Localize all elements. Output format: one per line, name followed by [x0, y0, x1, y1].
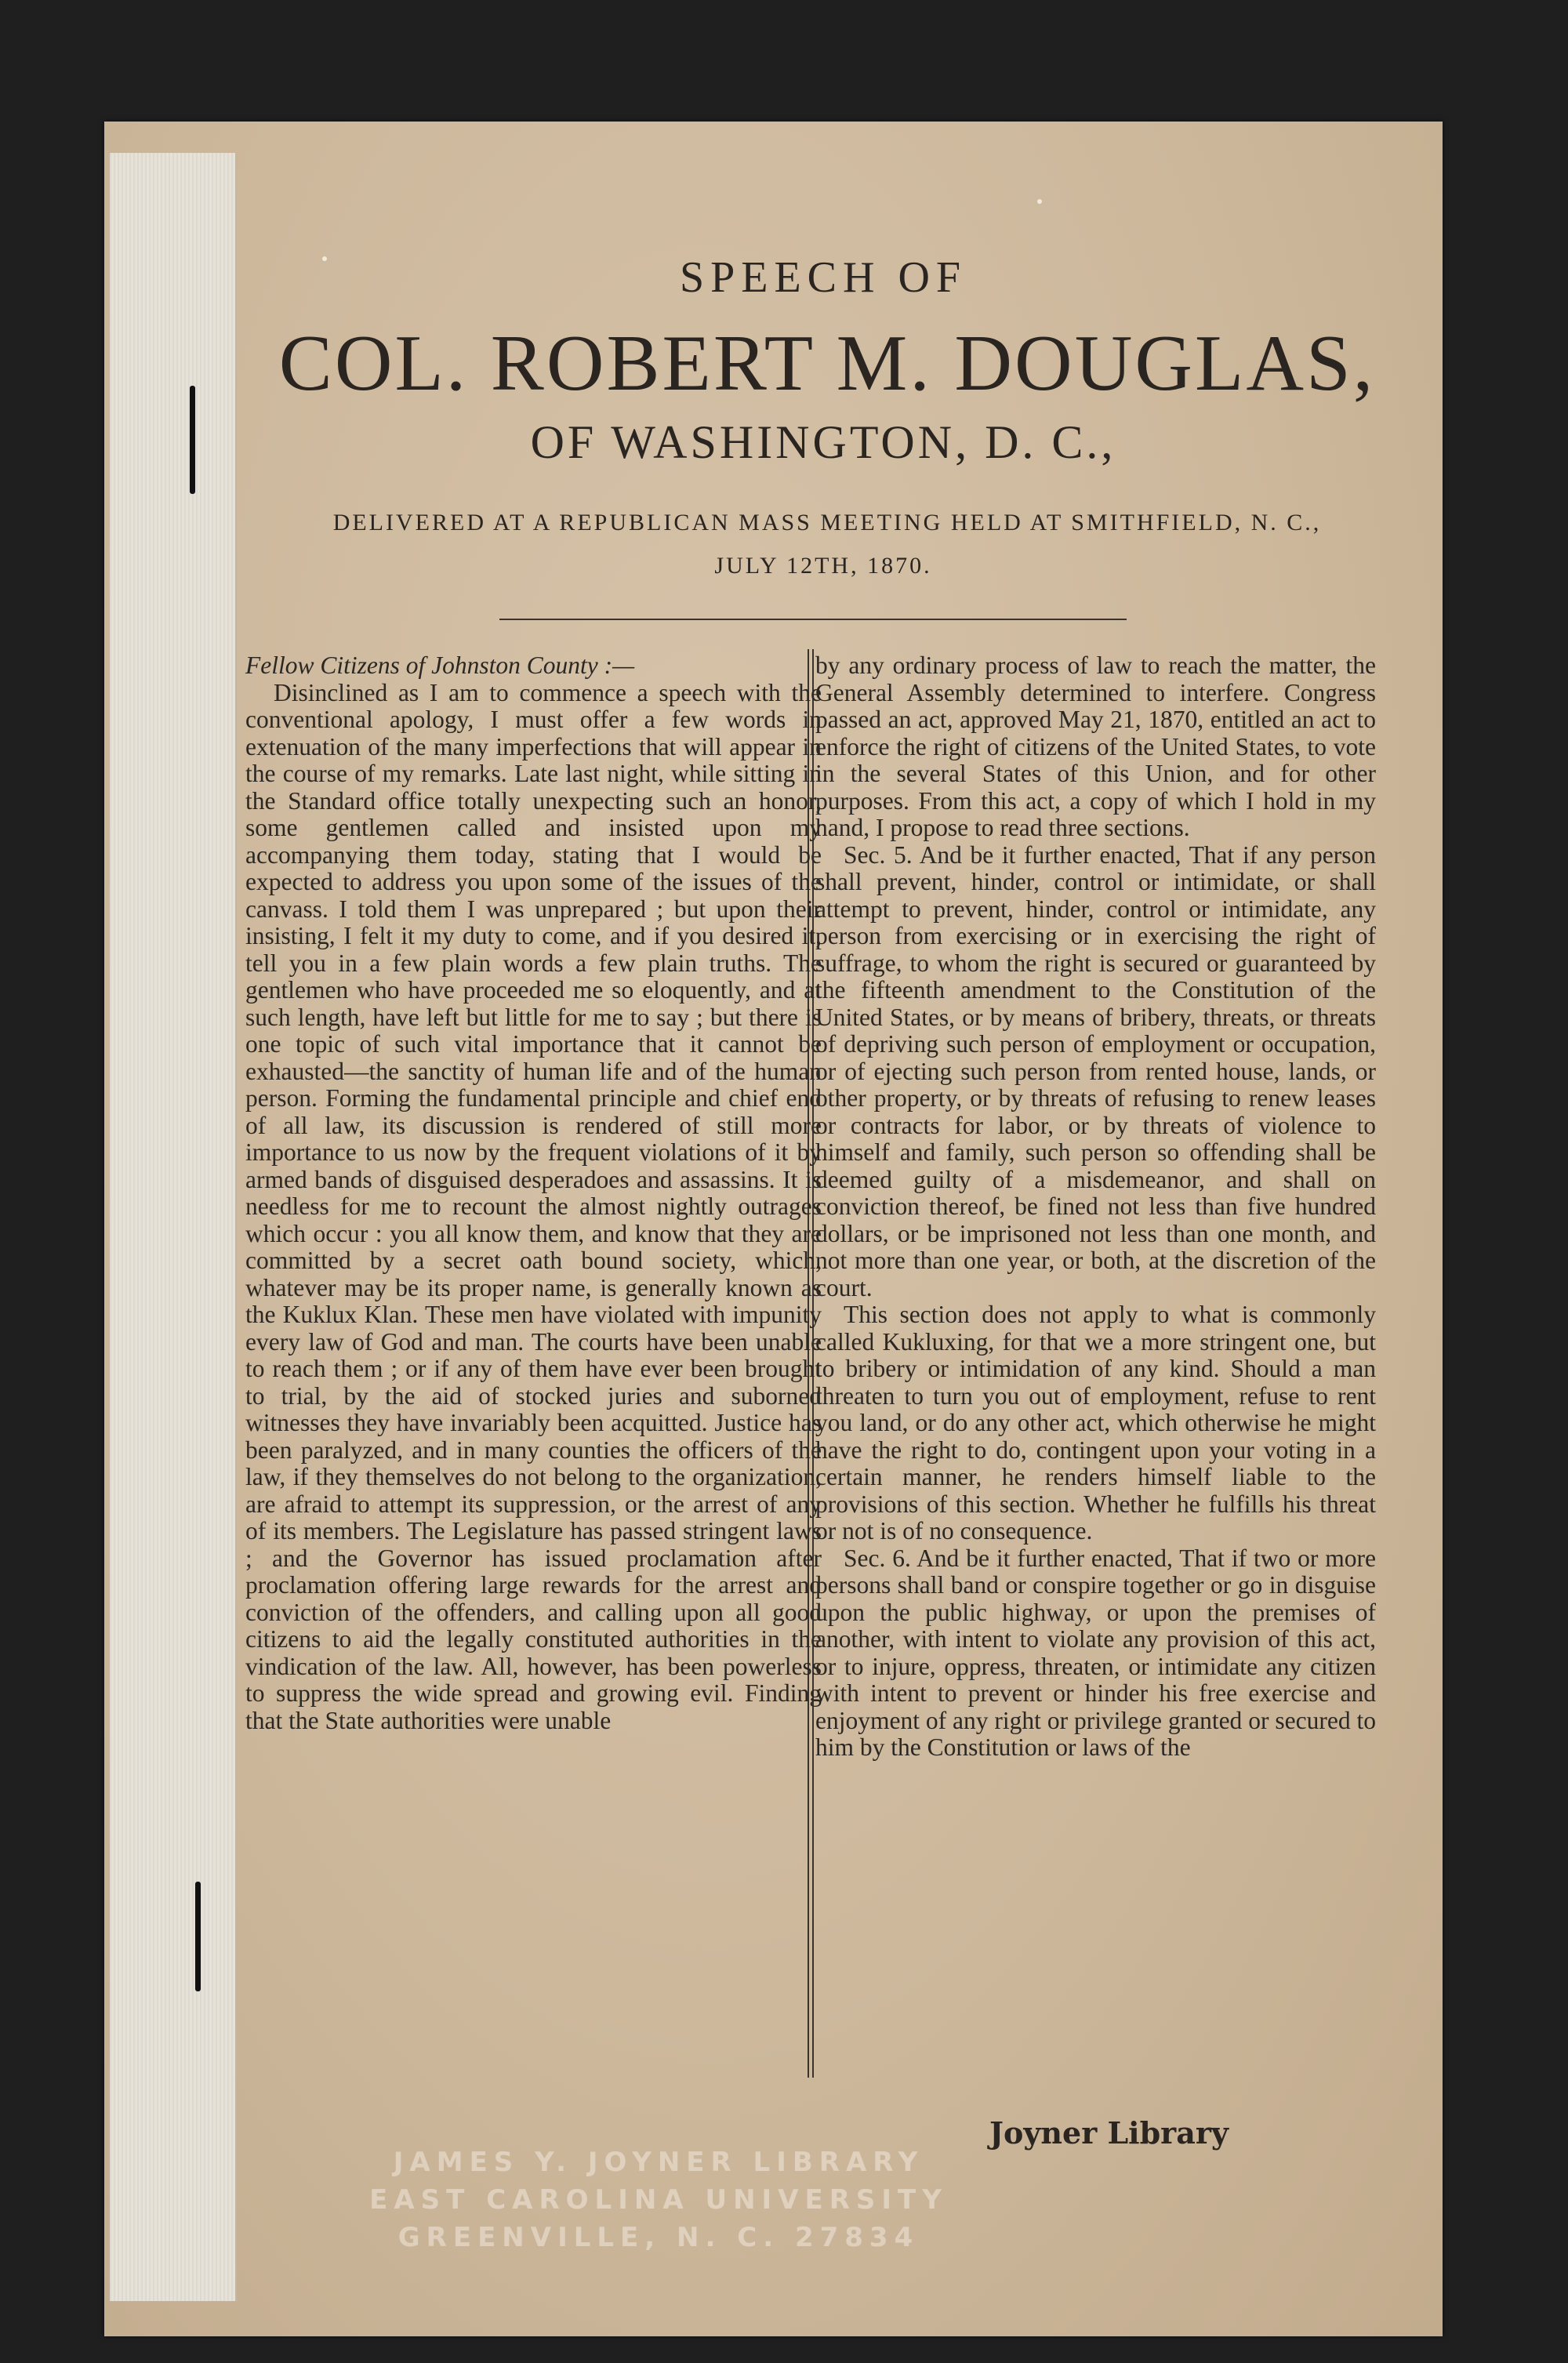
body-paragraph: Sec. 6. And be it further enacted, That if two or more persons shall band or conspire together or go in disguise upon the public highway, or upon the premises of another, with intent to violate any provision of this act, or to injure, oppress, threaten, or intimidate any citizen with intent to prevent or hinder his free exercise and enjoyment of any right or privilege granted or secured to him by the Constitution or laws of the [815, 1544, 1376, 1761]
title-divider [499, 619, 1127, 620]
body-paragraph: Sec. 5. And be it further enacted, That if any person shall prevent, hinder, control or intimidate, or shall attempt to prevent, hinder, control or intimidate, any person from exercising or in exercising the right of suffrage, to whom the right is secured or guaranteed by the fifteenth amendment to the Constitution of the United States, or by means of bribery, threats, or threats of depriving such person of employment or occupation, or of ejecting such person from rented house, lands, or other property, or by threats of refusing to renew leases or contracts for labor, or by threats of violence to himself and family, such person so offending shall be deemed guilty of a misdemeanor, and shall on conviction thereof, be fined not less than five hundred dollars, or be imprisoned not less than one month, and not more than one year, or both, at the discretion of the court. [815, 840, 1376, 1301]
binding-stitch-top [190, 386, 195, 494]
paper-speck [1037, 199, 1042, 204]
right-text-column [815, 652, 1376, 1762]
salutation: Fellow Citizens of Johnston County :— [245, 652, 635, 679]
title-speaker-name: COL. ROBERT M. DOUGLAS, [278, 319, 1376, 408]
binding-tape [110, 153, 237, 2301]
library-stamp-faint: GREENVILLE, N. C. 27834 [397, 2222, 920, 2253]
library-stamp-faint: EAST CAROLINA UNIVERSITY [369, 2184, 948, 2216]
subtitle-occasion: DELIVERED AT A REPUBLICAN MASS MEETING HELD AT SMITHFIELD, N. C., [332, 510, 1322, 535]
body-paragraph: by any ordinary process of law to reach the matter, the General Assembly determined to interfere. Congress passed an act, approved May 21, 1870, entitled an act to enforce the right of citizens of the United States, to vote in the several States of this Union, and for other purposes. From this act, a copy of which I hold in my hand, I propose to read three sections. [815, 652, 1376, 841]
binding-stitch-bottom [195, 1882, 201, 1991]
library-stamp: Joyner Library [989, 2115, 1229, 2151]
body-paragraph: Disinclined as I am to commence a speech with the conventional apology, I must offer a few words in extenuation of the many imperfections that will appear in the course of my remarks. Late last night, while sitting in the Standard office totally unexpecting such an honor, some gentlemen called and insisted upon my accompanying them today, stating that I would be expected to address you upon some of the issues of the canvass. I told them I was unprepared ; but upon their insisting, I felt it my duty to come, and if you desired it, tell you in a few plain words a few plain truths. The gentlemen who have proceeded me so eloquently, and at such length, have left but little for me to say ; but there is one topic of such vital importance that it cannot be exhausted—the sanctity of human life and of the human person. Forming the fundamental principle and chief end of all law, its discussion is rendered of still more importance to us now by the frequent violations of it by armed bands of disguised desperadoes and assassins. It is needless for me to recount the almost nightly outrages which occur : you all know them, and know that they are committed by a secret oath bound society, which, whatever may be its proper name, is generally known as the Kuklux Klan. These men have violated with impunity every law of God and man. The courts have been unable to reach them ; or if any of them have ever been brought to trial, by the aid of stocked juries and suborned witnesses they have invariably been acquitted. Justice has been paralyzed, and in many counties the officers of the law, if they themselves do not belong to the organization, are afraid to attempt its suppression, or the arrest of any of its members. The Legislature has passed stringent laws ; and the Governor has issued proclamation after proclamation offering large rewards for the arrest and conviction of the offenders, and calling upon all good citizens to aid the legally constituted authorities in the vindication of the law. All, however, has been powerless to suppress the wide spread and growing evil. Finding that the State authorities were unable [245, 678, 822, 1734]
left-text-column [245, 652, 822, 1734]
title-location: OF WASHINGTON, D. C., [530, 416, 1116, 468]
subtitle-date: JULY 12TH, 1870. [714, 553, 932, 579]
library-stamp-faint: JAMES Y. JOYNER LIBRARY [393, 2147, 924, 2178]
body-paragraph: This section does not apply to what is commonly called Kukluxing, for that we a more stringent one, but to bribery or intimidation of any kind. Should a man threaten to turn you out of employment, refuse to rent you land, or do any other act, which otherwise he might have the right to do, contingent upon your voting in a certain manner, he renders himself liable to the provisions of this section. Whether he fulfills his threat or not is of no consequence. [815, 1301, 1376, 1544]
title-speech-of: SPEECH OF [679, 253, 967, 302]
